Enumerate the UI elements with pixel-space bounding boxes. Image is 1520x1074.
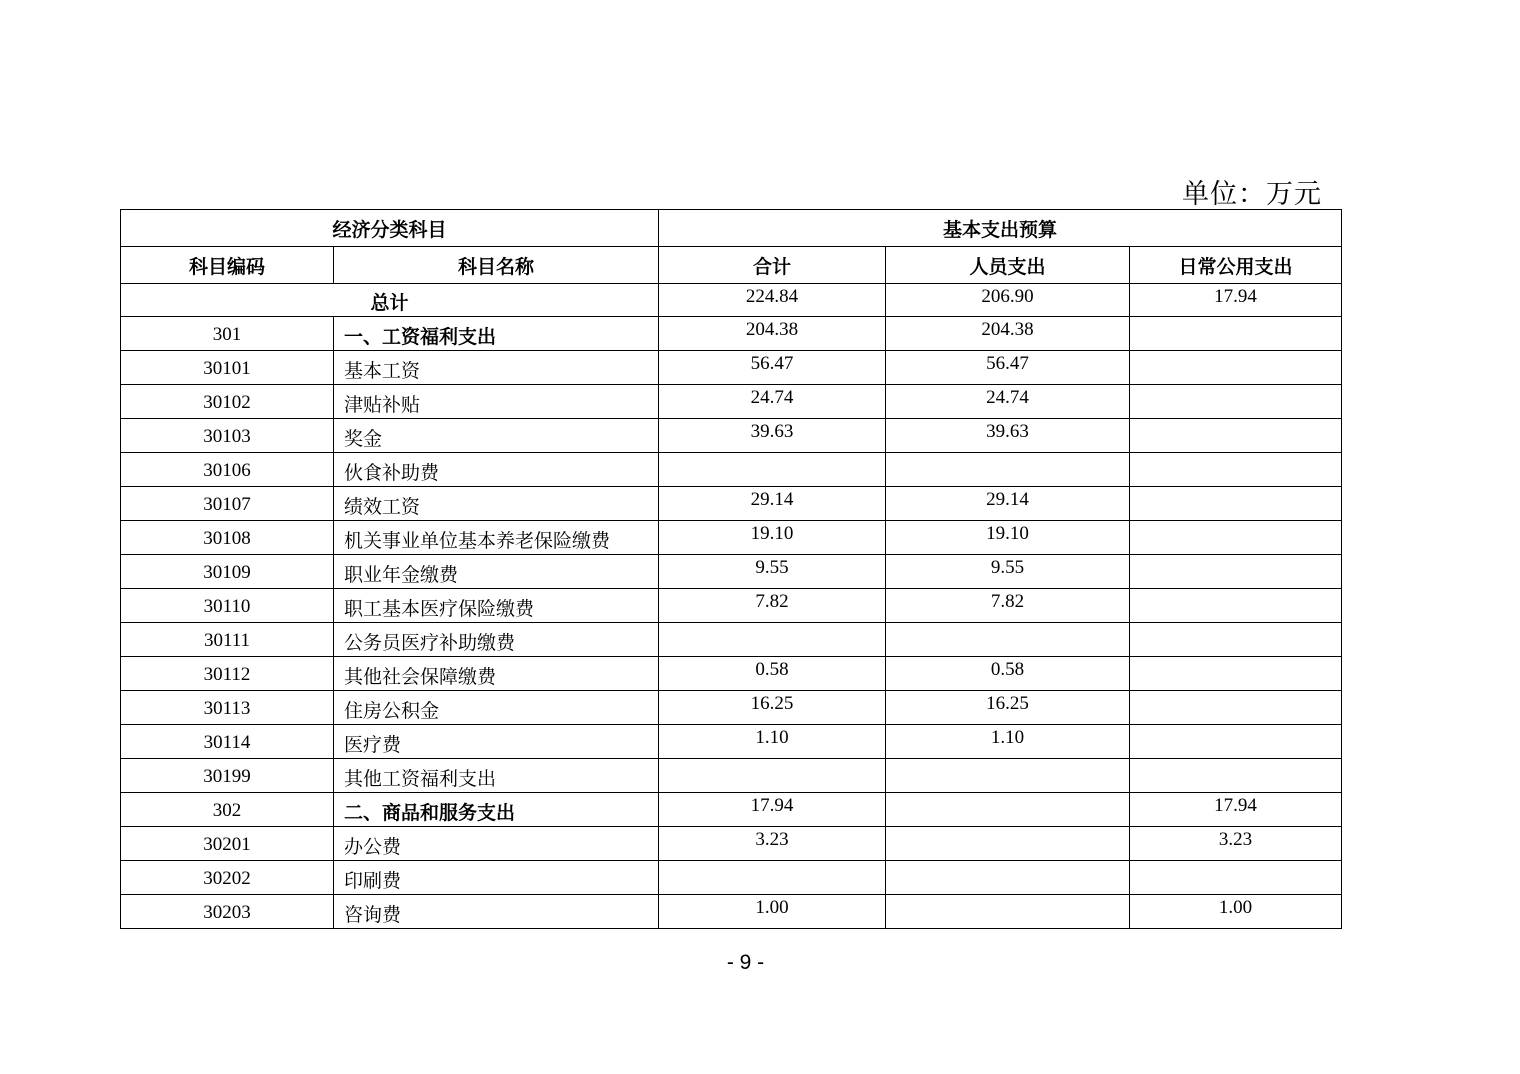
- row-total: 1.00: [659, 895, 886, 929]
- row-code: 30201: [121, 827, 334, 861]
- table-row: [121, 623, 1342, 657]
- table-row: [121, 385, 1342, 419]
- row-total: 17.94: [659, 793, 886, 827]
- row-code: 302: [121, 793, 334, 827]
- header-name: 科目名称: [334, 247, 659, 284]
- row-public: [1130, 385, 1342, 419]
- row-personnel: 39.63: [886, 419, 1130, 453]
- row-personnel: 19.10: [886, 521, 1130, 555]
- row-code: 30106: [121, 453, 334, 487]
- row-code: 30111: [121, 623, 334, 657]
- row-name: 医疗费: [334, 725, 659, 759]
- row-total: 7.82: [659, 589, 886, 623]
- row-total: 24.74: [659, 385, 886, 419]
- row-public: [1130, 521, 1342, 555]
- total-row: [121, 284, 1342, 317]
- total-public: 17.94: [1130, 284, 1342, 317]
- table-row: [121, 725, 1342, 759]
- row-public: 1.00: [1130, 895, 1342, 929]
- row-name: 职工基本医疗保险缴费: [334, 589, 659, 623]
- row-personnel: [886, 759, 1130, 793]
- row-code: 30103: [121, 419, 334, 453]
- table-row: [121, 555, 1342, 589]
- table-row: [121, 317, 1342, 351]
- row-personnel: 0.58: [886, 657, 1130, 691]
- row-public: [1130, 555, 1342, 589]
- budget-table: [120, 209, 1342, 929]
- row-code: 30102: [121, 385, 334, 419]
- row-public: [1130, 589, 1342, 623]
- table-row: [121, 351, 1342, 385]
- row-code: 30203: [121, 895, 334, 929]
- row-code: 30113: [121, 691, 334, 725]
- row-public: [1130, 725, 1342, 759]
- row-name: 公务员医疗补助缴费: [334, 623, 659, 657]
- row-personnel: 24.74: [886, 385, 1130, 419]
- row-total: 0.58: [659, 657, 886, 691]
- row-public: [1130, 657, 1342, 691]
- row-name: 绩效工资: [334, 487, 659, 521]
- table-row: [121, 691, 1342, 725]
- table-row: [121, 827, 1342, 861]
- row-personnel: 9.55: [886, 555, 1130, 589]
- row-name: 咨询费: [334, 895, 659, 929]
- row-total: [659, 861, 886, 895]
- table-row: [121, 895, 1342, 929]
- table-row: [121, 759, 1342, 793]
- row-total: [659, 623, 886, 657]
- header-economic-classification: 经济分类科目: [121, 210, 659, 247]
- row-total: 16.25: [659, 691, 886, 725]
- table-row: [121, 589, 1342, 623]
- row-name: 一、工资福利支出: [334, 317, 659, 351]
- row-total: 39.63: [659, 419, 886, 453]
- header-group-row: [121, 210, 1342, 247]
- row-name: 其他社会保障缴费: [334, 657, 659, 691]
- row-name: 津贴补贴: [334, 385, 659, 419]
- unit-label: 单位：万元: [1182, 179, 1322, 210]
- table-row: [121, 487, 1342, 521]
- row-code: 30110: [121, 589, 334, 623]
- row-personnel: 16.25: [886, 691, 1130, 725]
- row-public: [1130, 691, 1342, 725]
- header-code: 科目编码: [121, 247, 334, 284]
- row-code: 30112: [121, 657, 334, 691]
- row-total: 1.10: [659, 725, 886, 759]
- row-total: 9.55: [659, 555, 886, 589]
- table-row: [121, 861, 1342, 895]
- row-code: 30199: [121, 759, 334, 793]
- row-name: 二、商品和服务支出: [334, 793, 659, 827]
- row-name: 基本工资: [334, 351, 659, 385]
- row-public: [1130, 351, 1342, 385]
- header-personnel: 人员支出: [886, 247, 1130, 284]
- row-name: 其他工资福利支出: [334, 759, 659, 793]
- row-public: [1130, 759, 1342, 793]
- row-personnel: 204.38: [886, 317, 1130, 351]
- row-personnel: [886, 895, 1130, 929]
- total-label: 总计: [121, 284, 659, 317]
- row-total: 3.23: [659, 827, 886, 861]
- row-name: 住房公积金: [334, 691, 659, 725]
- header-public: 日常公用支出: [1130, 247, 1342, 284]
- row-code: 30109: [121, 555, 334, 589]
- row-name: 职业年金缴费: [334, 555, 659, 589]
- row-personnel: [886, 453, 1130, 487]
- row-personnel: [886, 623, 1130, 657]
- row-personnel: [886, 793, 1130, 827]
- row-code: 30107: [121, 487, 334, 521]
- row-code: 30202: [121, 861, 334, 895]
- table-row: [121, 419, 1342, 453]
- row-personnel: 56.47: [886, 351, 1130, 385]
- row-public: [1130, 453, 1342, 487]
- row-public: [1130, 861, 1342, 895]
- row-public: [1130, 623, 1342, 657]
- total-personnel: 206.90: [886, 284, 1130, 317]
- row-personnel: [886, 861, 1130, 895]
- table-row: [121, 453, 1342, 487]
- table-row: [121, 793, 1342, 827]
- row-code: 30108: [121, 521, 334, 555]
- row-public: 3.23: [1130, 827, 1342, 861]
- header-total: 合计: [659, 247, 886, 284]
- row-total: 29.14: [659, 487, 886, 521]
- row-name: 印刷费: [334, 861, 659, 895]
- table-row: [121, 657, 1342, 691]
- row-personnel: 29.14: [886, 487, 1130, 521]
- row-name: 机关事业单位基本养老保险缴费: [334, 521, 659, 555]
- row-total: 204.38: [659, 317, 886, 351]
- header-column-row: [121, 247, 1342, 284]
- row-personnel: 1.10: [886, 725, 1130, 759]
- row-personnel: [886, 827, 1130, 861]
- row-public: [1130, 317, 1342, 351]
- row-personnel: 7.82: [886, 589, 1130, 623]
- row-code: 30101: [121, 351, 334, 385]
- row-total: 19.10: [659, 521, 886, 555]
- row-total: 56.47: [659, 351, 886, 385]
- row-name: 伙食补助费: [334, 453, 659, 487]
- row-public: 17.94: [1130, 793, 1342, 827]
- row-code: 301: [121, 317, 334, 351]
- row-name: 奖金: [334, 419, 659, 453]
- row-name: 办公费: [334, 827, 659, 861]
- row-public: [1130, 487, 1342, 521]
- total-total: 224.84: [659, 284, 886, 317]
- header-basic-expenditure-budget: 基本支出预算: [659, 210, 1342, 247]
- row-public: [1130, 419, 1342, 453]
- table-row: [121, 521, 1342, 555]
- page-number: - 9 -: [726, 951, 765, 974]
- row-total: [659, 453, 886, 487]
- row-code: 30114: [121, 725, 334, 759]
- row-total: [659, 759, 886, 793]
